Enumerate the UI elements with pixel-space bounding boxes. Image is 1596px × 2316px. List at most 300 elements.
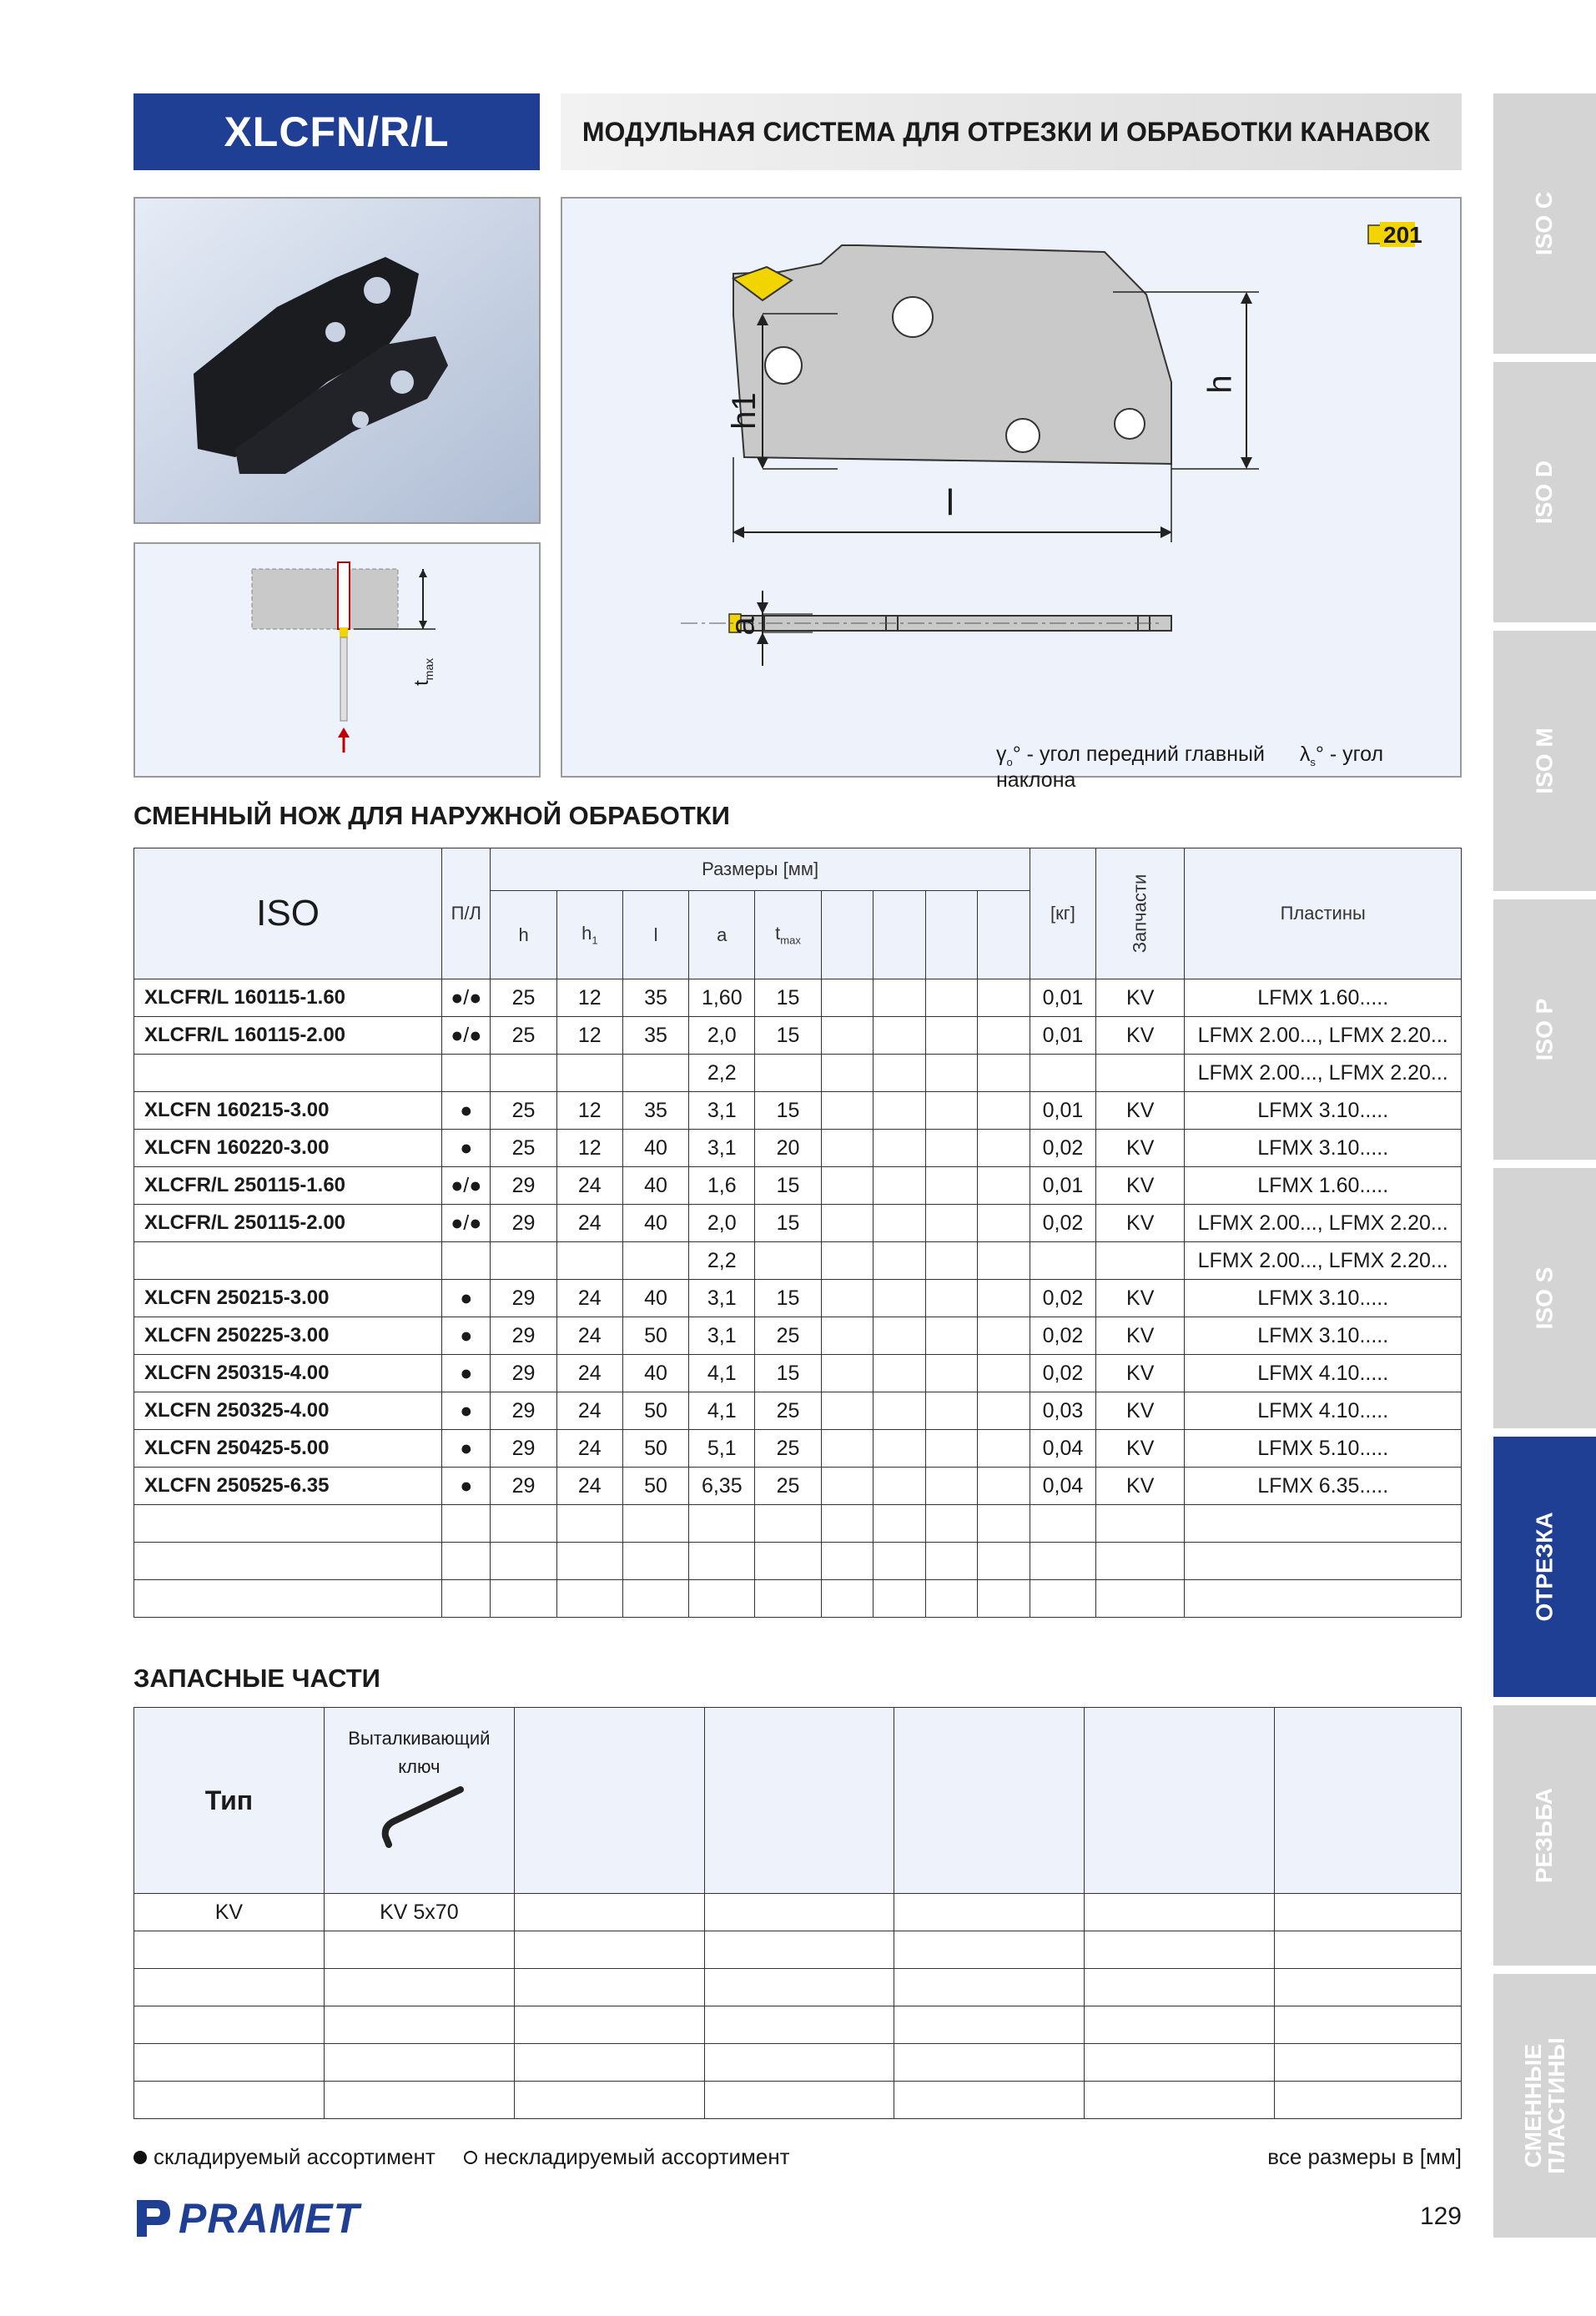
table-cell bbox=[874, 1130, 926, 1167]
table-cell bbox=[821, 1017, 874, 1055]
table-cell bbox=[1030, 1505, 1095, 1543]
spare-section-title: ЗАПАСНЫЕ ЧАСТИ bbox=[133, 1664, 380, 1693]
spare-cell bbox=[1275, 2044, 1462, 2082]
table-cell: 15 bbox=[755, 1355, 821, 1392]
table-cell: LFMX 6.35..... bbox=[1185, 1468, 1462, 1505]
spare-cell bbox=[324, 2006, 514, 2044]
table-cell: ● bbox=[442, 1280, 491, 1317]
dim-h-label: h bbox=[1201, 375, 1239, 394]
spare-cell bbox=[1085, 1969, 1275, 2006]
table-cell bbox=[874, 1355, 926, 1392]
table-cell: KV bbox=[1096, 1430, 1185, 1468]
spare-cell bbox=[134, 1931, 325, 1969]
spare-cell bbox=[1275, 1931, 1462, 1969]
table-cell: LFMX 3.10..... bbox=[1185, 1130, 1462, 1167]
spare-cell bbox=[894, 1894, 1085, 1931]
table-row bbox=[134, 1580, 1462, 1618]
table-cell: 0,01 bbox=[1030, 1167, 1095, 1205]
table-cell bbox=[978, 1580, 1030, 1618]
brand-logo: PRAMET bbox=[133, 2194, 360, 2243]
table-cell: 29 bbox=[491, 1280, 556, 1317]
tab-threading[interactable]: РЕЗЬБА bbox=[1493, 1705, 1596, 1966]
tab-iso-m[interactable]: ISO M bbox=[1493, 631, 1596, 891]
col-parts: Запчасти bbox=[1096, 848, 1185, 979]
table-cell bbox=[821, 1205, 874, 1242]
table-cell: 29 bbox=[491, 1468, 556, 1505]
table-cell bbox=[821, 1580, 874, 1618]
table-cell: 0,02 bbox=[1030, 1280, 1095, 1317]
table-cell bbox=[925, 1280, 978, 1317]
spare-cell bbox=[514, 2044, 704, 2082]
table-cell: KV bbox=[1096, 1130, 1185, 1167]
table-cell bbox=[1185, 1580, 1462, 1618]
cut-depth-diagram bbox=[133, 542, 541, 778]
table-row bbox=[134, 1130, 1462, 1167]
table-cell: 0,01 bbox=[1030, 979, 1095, 1017]
table-cell: LFMX 3.10..... bbox=[1185, 1317, 1462, 1355]
table-cell bbox=[491, 1055, 556, 1092]
table-cell: 24 bbox=[556, 1392, 622, 1430]
table-cell: 15 bbox=[755, 1205, 821, 1242]
table-cell bbox=[978, 1092, 1030, 1130]
spare-cell bbox=[1085, 1894, 1275, 1931]
table-cell bbox=[821, 1130, 874, 1167]
table-cell bbox=[1030, 1543, 1095, 1580]
table-cell bbox=[821, 1317, 874, 1355]
table-cell: 12 bbox=[556, 1092, 622, 1130]
table-cell bbox=[491, 1543, 556, 1580]
iso-code-cell: XLCFR/L 160115-1.60 bbox=[134, 979, 442, 1017]
spare-cell bbox=[894, 1969, 1085, 2006]
table-cell: 3,1 bbox=[689, 1280, 755, 1317]
spare-cell bbox=[134, 1969, 325, 2006]
table-cell: 29 bbox=[491, 1167, 556, 1205]
table-cell bbox=[925, 1205, 978, 1242]
table-cell: 12 bbox=[556, 1130, 622, 1167]
table-cell: 15 bbox=[755, 1280, 821, 1317]
table-row bbox=[134, 1355, 1462, 1392]
table-cell: 40 bbox=[622, 1355, 688, 1392]
table-cell: 0,01 bbox=[1030, 1092, 1095, 1130]
pramet-logo-icon bbox=[133, 2197, 174, 2240]
iso-code-cell: XLCFN 250225-3.00 bbox=[134, 1317, 442, 1355]
table-cell bbox=[925, 1055, 978, 1092]
tab-inserts[interactable]: СМЕННЫЕ ПЛАСТИНЫ bbox=[1493, 1974, 1596, 2238]
table-cell: 15 bbox=[755, 1092, 821, 1130]
iso-code-cell: XLCFN 250215-3.00 bbox=[134, 1280, 442, 1317]
spare-cell bbox=[704, 1969, 894, 2006]
table-cell bbox=[1096, 1055, 1185, 1092]
iso-code-cell: XLCFR/L 250115-2.00 bbox=[134, 1205, 442, 1242]
spare-row bbox=[134, 1969, 1462, 2006]
iso-code-cell bbox=[134, 1543, 442, 1580]
table-cell: LFMX 2.00..., LFMX 2.20... bbox=[1185, 1017, 1462, 1055]
table-cell: LFMX 2.00..., LFMX 2.20... bbox=[1185, 1205, 1462, 1242]
units-note: все размеры в [мм] bbox=[1267, 2144, 1462, 2169]
col-pl: П/Л bbox=[442, 848, 491, 979]
col-iso: ISO bbox=[134, 848, 442, 979]
table-cell bbox=[874, 1392, 926, 1430]
product-title-box bbox=[133, 93, 540, 170]
product-title: XLCFN/R/L bbox=[224, 108, 450, 155]
table-cell bbox=[978, 1242, 1030, 1280]
table-cell bbox=[622, 1580, 688, 1618]
tab-iso-p[interactable]: ISO P bbox=[1493, 899, 1596, 1160]
table-cell: LFMX 1.60..... bbox=[1185, 979, 1462, 1017]
table-cell bbox=[689, 1505, 755, 1543]
iso-code-cell: XLCFN 250525-6.35 bbox=[134, 1468, 442, 1505]
table-cell: ●/● bbox=[442, 1205, 491, 1242]
table-cell bbox=[491, 1242, 556, 1280]
spare-cell bbox=[134, 2044, 325, 2082]
table-cell bbox=[925, 1017, 978, 1055]
spare-cell: KV bbox=[134, 1894, 325, 1931]
table-cell: 25 bbox=[755, 1430, 821, 1468]
table-cell bbox=[755, 1055, 821, 1092]
table-cell bbox=[622, 1055, 688, 1092]
table-cell: 50 bbox=[622, 1468, 688, 1505]
section-subtitle-box bbox=[561, 93, 1462, 170]
spare-cell bbox=[134, 2082, 325, 2119]
table-cell: 0,04 bbox=[1030, 1430, 1095, 1468]
table-cell bbox=[978, 1317, 1030, 1355]
table-cell bbox=[442, 1242, 491, 1280]
table-cell bbox=[874, 1280, 926, 1317]
tab-parting[interactable]: ОТРЕЗКА bbox=[1493, 1437, 1596, 1697]
table-cell bbox=[622, 1505, 688, 1543]
table-cell bbox=[1030, 1055, 1095, 1092]
table-cell bbox=[874, 1543, 926, 1580]
table-cell bbox=[1096, 1543, 1185, 1580]
table-cell bbox=[821, 1167, 874, 1205]
dim-h1-label: h1 bbox=[725, 392, 763, 430]
table-cell bbox=[925, 1468, 978, 1505]
table-cell bbox=[978, 1055, 1030, 1092]
table-cell bbox=[1185, 1505, 1462, 1543]
table-cell bbox=[874, 1167, 926, 1205]
table-cell: 24 bbox=[556, 1355, 622, 1392]
table-cell: 25 bbox=[491, 979, 556, 1017]
table-cell bbox=[978, 979, 1030, 1017]
spare-cell bbox=[1275, 2082, 1462, 2119]
table-cell: 24 bbox=[556, 1167, 622, 1205]
spare-cell bbox=[1085, 1931, 1275, 1969]
table-cell bbox=[874, 1430, 926, 1468]
table-cell: 2,0 bbox=[689, 1017, 755, 1055]
table-cell: 25 bbox=[491, 1017, 556, 1055]
table-cell bbox=[821, 1055, 874, 1092]
table-cell: 0,02 bbox=[1030, 1317, 1095, 1355]
dim-l-label: l bbox=[946, 482, 954, 523]
spare-cell bbox=[894, 2082, 1085, 2119]
table-row bbox=[134, 1468, 1462, 1505]
table-cell: 0,01 bbox=[1030, 1017, 1095, 1055]
spare-cell bbox=[324, 2082, 514, 2119]
spare-cell bbox=[514, 1894, 704, 1931]
table-cell: 6,35 bbox=[689, 1468, 755, 1505]
table-cell: 50 bbox=[622, 1430, 688, 1468]
table-cell bbox=[442, 1580, 491, 1618]
iso-code-cell: XLCFN 160220-3.00 bbox=[134, 1130, 442, 1167]
table-cell: 29 bbox=[491, 1355, 556, 1392]
spare-parts-table bbox=[133, 1707, 1462, 2119]
table-cell bbox=[821, 1242, 874, 1280]
spare-cell bbox=[704, 2006, 894, 2044]
spare-cell bbox=[514, 2006, 704, 2044]
table-cell bbox=[821, 1543, 874, 1580]
table-cell: KV bbox=[1096, 1355, 1185, 1392]
spare-cell bbox=[514, 2082, 704, 2119]
table-row bbox=[134, 1242, 1462, 1280]
iso-code-cell bbox=[134, 1505, 442, 1543]
blade-photo-image bbox=[135, 199, 539, 522]
table-cell: 0,02 bbox=[1030, 1205, 1095, 1242]
iso-code-cell bbox=[134, 1580, 442, 1618]
page-ref[interactable]: 201 bbox=[1383, 222, 1422, 248]
col-inserts: Пластины bbox=[1185, 848, 1462, 979]
spare-cell bbox=[704, 2044, 894, 2082]
table-cell bbox=[874, 1468, 926, 1505]
table-cell bbox=[925, 1392, 978, 1430]
table-cell bbox=[821, 1092, 874, 1130]
table-cell: 0,02 bbox=[1030, 1130, 1095, 1167]
main-section-title: СМЕННЫЙ НОЖ ДЛЯ НАРУЖНОЙ ОБРАБОТКИ bbox=[133, 801, 730, 830]
table-cell bbox=[925, 1130, 978, 1167]
col-l: l bbox=[622, 891, 688, 979]
spare-cell bbox=[514, 1969, 704, 2006]
col-kg: [кг] bbox=[1030, 848, 1095, 979]
table-cell bbox=[925, 1430, 978, 1468]
table-cell: 20 bbox=[755, 1130, 821, 1167]
filled-dot-icon bbox=[133, 2151, 147, 2164]
table-cell bbox=[978, 1543, 1030, 1580]
table-cell bbox=[755, 1242, 821, 1280]
table-cell: KV bbox=[1096, 1317, 1185, 1355]
table-cell: ● bbox=[442, 1430, 491, 1468]
table-cell: KV bbox=[1096, 1167, 1185, 1205]
table-cell bbox=[491, 1505, 556, 1543]
hex-key-icon bbox=[360, 1781, 477, 1848]
table-cell: ● bbox=[442, 1317, 491, 1355]
table-cell: 25 bbox=[755, 1468, 821, 1505]
table-cell: LFMX 4.10..... bbox=[1185, 1392, 1462, 1430]
table-cell: LFMX 4.10..... bbox=[1185, 1355, 1462, 1392]
table-cell: 24 bbox=[556, 1317, 622, 1355]
table-cell: 12 bbox=[556, 979, 622, 1017]
table-cell bbox=[821, 1505, 874, 1543]
table-cell: LFMX 3.10..... bbox=[1185, 1092, 1462, 1130]
table-cell: KV bbox=[1096, 1205, 1185, 1242]
table-cell: 15 bbox=[755, 1017, 821, 1055]
table-cell: LFMX 2.00..., LFMX 2.20... bbox=[1185, 1242, 1462, 1280]
table-cell bbox=[978, 1167, 1030, 1205]
table-cell bbox=[925, 1505, 978, 1543]
table-cell bbox=[1185, 1543, 1462, 1580]
table-cell bbox=[978, 1392, 1030, 1430]
table-cell bbox=[978, 1130, 1030, 1167]
table-cell: 40 bbox=[622, 1205, 688, 1242]
table-cell: LFMX 1.60..... bbox=[1185, 1167, 1462, 1205]
table-cell: 29 bbox=[491, 1430, 556, 1468]
tab-iso-d[interactable]: ISO D bbox=[1493, 362, 1596, 622]
table-cell: KV bbox=[1096, 1017, 1185, 1055]
table-cell bbox=[1096, 1580, 1185, 1618]
col-tmax: $t_{max}$ bbox=[755, 891, 821, 979]
spare-cell bbox=[1275, 1969, 1462, 2006]
table-cell: 24 bbox=[556, 1205, 622, 1242]
table-row bbox=[134, 1055, 1462, 1092]
table-cell bbox=[556, 1580, 622, 1618]
spare-cell: KV 5x70 bbox=[324, 1894, 514, 1931]
table-row bbox=[134, 1017, 1462, 1055]
table-cell: 2,0 bbox=[689, 1205, 755, 1242]
table-cell bbox=[925, 1167, 978, 1205]
table-cell: 2,2 bbox=[689, 1055, 755, 1092]
legend-not-stocked: нескладируемый ассортимент bbox=[464, 2144, 790, 2170]
spare-cell bbox=[704, 1894, 894, 1931]
table-cell bbox=[491, 1580, 556, 1618]
spare-row bbox=[134, 1931, 1462, 1969]
table-cell: ●/● bbox=[442, 979, 491, 1017]
table-cell bbox=[1096, 1242, 1185, 1280]
table-cell: 24 bbox=[556, 1280, 622, 1317]
spare-col-key: Выталкивающий ключ bbox=[324, 1708, 514, 1894]
spare-cell bbox=[704, 2082, 894, 2119]
table-cell bbox=[1030, 1580, 1095, 1618]
col-h: h bbox=[491, 891, 556, 979]
tab-iso-c[interactable]: ISO C bbox=[1493, 93, 1596, 354]
iso-code-cell: XLCFR/L 250115-1.60 bbox=[134, 1167, 442, 1205]
table-cell: KV bbox=[1096, 1092, 1185, 1130]
col-dims: Размеры [мм] bbox=[491, 848, 1030, 891]
table-cell: 12 bbox=[556, 1017, 622, 1055]
spare-cell bbox=[324, 2044, 514, 2082]
table-cell bbox=[556, 1543, 622, 1580]
table-row bbox=[134, 1205, 1462, 1242]
table-cell: ● bbox=[442, 1092, 491, 1130]
table-cell bbox=[978, 1430, 1030, 1468]
spare-col-type: Тип bbox=[134, 1708, 325, 1894]
table-cell: 40 bbox=[622, 1167, 688, 1205]
spare-row bbox=[134, 2006, 1462, 2044]
spare-row bbox=[134, 2044, 1462, 2082]
table-row bbox=[134, 1392, 1462, 1430]
spare-cell bbox=[704, 1931, 894, 1969]
table-cell bbox=[925, 1092, 978, 1130]
table-cell bbox=[874, 1317, 926, 1355]
iso-code-cell: XLCFN 250315-4.00 bbox=[134, 1355, 442, 1392]
table-row bbox=[134, 1543, 1462, 1580]
col-a: a bbox=[689, 891, 755, 979]
table-cell: 35 bbox=[622, 1092, 688, 1130]
table-cell bbox=[622, 1543, 688, 1580]
table-cell: 2,2 bbox=[689, 1242, 755, 1280]
table-cell: 3,1 bbox=[689, 1317, 755, 1355]
table-cell bbox=[874, 1092, 926, 1130]
table-cell bbox=[978, 1355, 1030, 1392]
iso-code-cell bbox=[134, 1242, 442, 1280]
spare-cell bbox=[324, 1931, 514, 1969]
table-row bbox=[134, 979, 1462, 1017]
spare-cell bbox=[1085, 2044, 1275, 2082]
table-cell bbox=[925, 1317, 978, 1355]
table-cell: 40 bbox=[622, 1280, 688, 1317]
table-cell: 35 bbox=[622, 979, 688, 1017]
table-cell: LFMX 3.10..... bbox=[1185, 1280, 1462, 1317]
table-cell: 25 bbox=[491, 1130, 556, 1167]
technical-drawing-panel bbox=[561, 197, 1462, 792]
table-cell bbox=[556, 1242, 622, 1280]
spare-cell bbox=[1275, 1894, 1462, 1931]
table-cell: KV bbox=[1096, 1468, 1185, 1505]
table-cell bbox=[1096, 1505, 1185, 1543]
table-cell: 25 bbox=[755, 1317, 821, 1355]
table-cell bbox=[874, 1505, 926, 1543]
table-cell: 0,03 bbox=[1030, 1392, 1095, 1430]
tmax-label: $t_{max}$ bbox=[410, 657, 436, 686]
table-cell bbox=[622, 1242, 688, 1280]
table-cell bbox=[925, 1242, 978, 1280]
table-cell bbox=[556, 1505, 622, 1543]
table-cell: KV bbox=[1096, 979, 1185, 1017]
table-cell bbox=[821, 979, 874, 1017]
angle-legend: $\gamma_o^\circ$ - угол передний главный $\lambda_s^\circ$ - угол наклона bbox=[996, 743, 1384, 792]
table-row bbox=[134, 1317, 1462, 1355]
table-cell: ● bbox=[442, 1130, 491, 1167]
table-cell bbox=[689, 1543, 755, 1580]
spare-cell bbox=[134, 2006, 325, 2044]
table-cell bbox=[978, 1468, 1030, 1505]
table-cell: 29 bbox=[491, 1317, 556, 1355]
table-row bbox=[134, 1430, 1462, 1468]
table-cell bbox=[442, 1055, 491, 1092]
document-icon bbox=[1368, 225, 1382, 244]
tab-iso-s[interactable]: ISO S bbox=[1493, 1168, 1596, 1428]
iso-code-cell: XLCFN 160215-3.00 bbox=[134, 1092, 442, 1130]
table-cell: 24 bbox=[556, 1468, 622, 1505]
spare-cell bbox=[1085, 2082, 1275, 2119]
table-cell: 1,60 bbox=[689, 979, 755, 1017]
table-cell: 0,04 bbox=[1030, 1468, 1095, 1505]
table-cell bbox=[925, 1580, 978, 1618]
legend-stocked: складируемый ассортимент bbox=[133, 2144, 436, 2170]
table-cell bbox=[442, 1505, 491, 1543]
table-cell: 3,1 bbox=[689, 1092, 755, 1130]
table-cell bbox=[821, 1280, 874, 1317]
table-cell: 40 bbox=[622, 1130, 688, 1167]
table-cell: KV bbox=[1096, 1392, 1185, 1430]
table-cell: 50 bbox=[622, 1317, 688, 1355]
table-cell: 4,1 bbox=[689, 1392, 755, 1430]
table-cell: 24 bbox=[556, 1430, 622, 1468]
table-cell bbox=[821, 1468, 874, 1505]
spare-cell bbox=[1275, 2006, 1462, 2044]
table-cell bbox=[925, 1355, 978, 1392]
table-cell bbox=[821, 1392, 874, 1430]
table-row bbox=[134, 1092, 1462, 1130]
table-cell bbox=[442, 1543, 491, 1580]
table-cell: 15 bbox=[755, 979, 821, 1017]
table-cell: 50 bbox=[622, 1392, 688, 1430]
table-cell bbox=[925, 979, 978, 1017]
product-photo bbox=[133, 197, 541, 524]
table-cell bbox=[874, 1580, 926, 1618]
section-subtitle: МОДУЛЬНАЯ СИСТЕМА ДЛЯ ОТРЕЗКИ И ОБРАБОТКИ КАНАВОК bbox=[582, 116, 1430, 147]
table-cell bbox=[978, 1017, 1030, 1055]
table-cell: KV bbox=[1096, 1280, 1185, 1317]
iso-code-cell: XLCFN 250325-4.00 bbox=[134, 1392, 442, 1430]
table-cell: 25 bbox=[755, 1392, 821, 1430]
